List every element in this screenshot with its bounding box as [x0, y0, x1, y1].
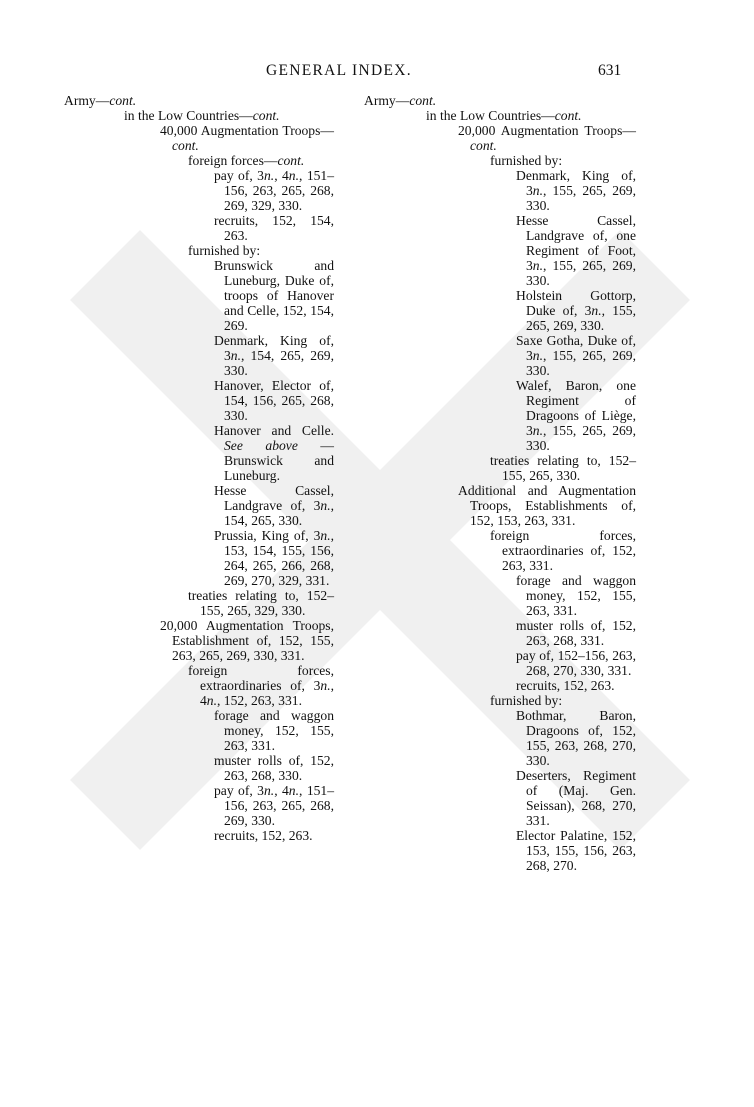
index-entry: Walef, Baron, one Regiment of Dragoons of Liège, 3n., 155, 265, 269, 330. [516, 378, 636, 453]
index-entry: muster rolls of, 152, 263, 268, 331. [516, 618, 636, 648]
index-entry: furnished by: [188, 243, 261, 258]
index-entry: treaties relating to, 152–155, 265, 329, 330. [188, 588, 334, 618]
index-column-right [364, 93, 636, 873]
index-entry: pay of, 3n., 4n., 151–156, 263, 265, 268, 269, 330. [214, 783, 334, 828]
index-entry: recruits, 152, 263. [214, 828, 313, 843]
index-entry: Hesse Cassel, Landgrave of, 3n., 154, 265, 330. [214, 483, 334, 528]
index-entry: furnished by: [490, 693, 563, 708]
index-entry: foreign forces—cont. [188, 153, 305, 168]
index-entry: Army—cont. [64, 93, 137, 108]
index-entry: foreign forces, extraordinaries of, 152, 263, 331. [490, 528, 636, 573]
index-entry: 20,000 Augmentation Troops—cont. [458, 123, 636, 153]
index-entry: Hanover and Celle. See above —Brunswick and Luneburg. [214, 423, 334, 483]
index-column-left [64, 93, 334, 843]
index-entry: Army—cont. [364, 93, 437, 108]
index-entry: muster rolls of, 152, 263, 268, 330. [214, 753, 334, 783]
index-entry: Denmark, King of, 3n., 155, 265, 269, 330. [516, 168, 636, 213]
index-entry: pay of, 152–156, 263, 268, 270, 330, 331. [516, 648, 636, 678]
index-entry: Holstein Gottorp, Duke of, 3n., 155, 265, 269, 330. [516, 288, 636, 333]
index-entry: Brunswick and Luneburg, Duke of, troops of Hanover and Celle, 152, 154, 269. [214, 258, 334, 333]
index-entry: Additional and Augmentation Troops, Establishments of, 152, 153, 263, 331. [458, 483, 636, 528]
index-entry: Saxe Gotha, Duke of, 3n., 155, 265, 269, 330. [516, 333, 636, 378]
index-entry: Prussia, King of, 3n., 153, 154, 155, 156, 264, 265, 266, 268, 269, 270, 329, 331. [214, 528, 334, 588]
index-entry: 40,000 Augmentation Troops—cont. [160, 123, 334, 153]
index-entry: Bothmar, Baron, Dragoons of, 152, 155, 263, 268, 270, 330. [516, 708, 636, 768]
index-entry: pay of, 3n., 4n., 151–156, 263, 265, 268, 269, 329, 330. [214, 168, 334, 213]
index-entry: Elector Palatine, 152, 153, 155, 156, 263, 268, 270. [516, 828, 636, 873]
running-head [0, 62, 754, 82]
index-entry: recruits, 152, 263. [516, 678, 615, 693]
index-entry: in the Low Countries—cont. [426, 108, 582, 123]
index-entry: foreign forces, extraordinaries of, 3n., 4n., 152, 263, 331. [188, 663, 334, 708]
index-entry: forage and waggon money, 152, 155, 263, 331. [214, 708, 334, 753]
index-entry: furnished by: [490, 153, 563, 168]
index-entry: 20,000 Augmentation Troops, Establishment of, 152, 155, 263, 265, 269, 330, 331. [160, 618, 334, 663]
index-entry: Denmark, King of, 3n., 154, 265, 269, 330. [214, 333, 334, 378]
index-entry: recruits, 152, 154, 263. [214, 213, 334, 243]
index-entry: Hesse Cassel, Landgrave of, one Regiment of Foot, 3n., 155, 265, 269, 330. [516, 213, 636, 288]
index-entry: Deserters, Regiment of (Maj. Gen. Seissan), 268, 270, 331. [516, 768, 636, 828]
page-number: 631 [598, 62, 622, 79]
index-entry: Hanover, Elector of, 154, 156, 265, 268, 330. [214, 378, 334, 423]
index-entry: forage and waggon money, 152, 155, 263, 331. [516, 573, 636, 618]
running-title: GENERAL INDEX. [266, 62, 412, 79]
index-entry: in the Low Countries—cont. [124, 108, 280, 123]
index-entry: treaties relating to, 152–155, 265, 330. [490, 453, 636, 483]
